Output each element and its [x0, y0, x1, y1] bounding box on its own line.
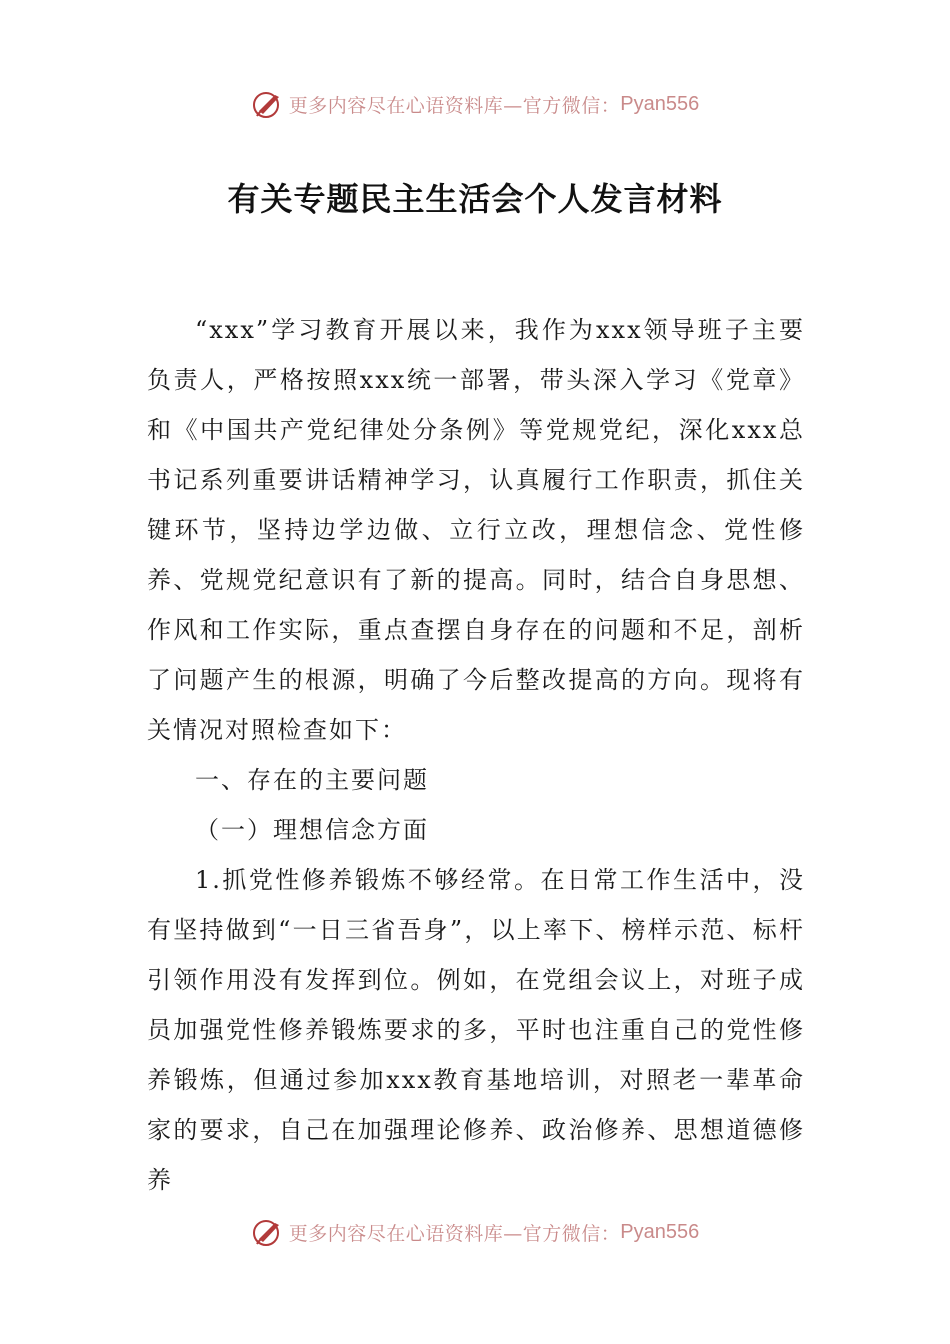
document-title: 有关专题民主生活会个人发言材料	[227, 180, 723, 218]
watermark-header	[0, 84, 950, 124]
heading-subsection-1: （一）理想信念方面	[195, 816, 429, 844]
pen-logo-icon	[251, 1215, 285, 1249]
watermark-text: 更多内容尽在心语资料库—官方微信：	[288, 1222, 621, 1245]
paragraph-item-1: 1.抓党性修养锻炼不够经常。在日常工作生活中，没有坚持做到“一日三省吾身”，以上率下、榜样示范、标杆引领作用没有发挥到位。例如，在党组会议上，对班子成员加强党性修养锻炼要求的多，平时也注重自己的党性修养锻炼，但通过参加xxx教育基地培训，对照老一辈革命家的要求，自己在加强理论修养、政治修养、思想道德修养	[147, 866, 805, 1194]
watermark-wechat-id: Pyan556	[620, 92, 700, 115]
paragraph-intro: “xxx”学习教育开展以来，我作为xxx领导班子主要负责人，严格按照xxx统一部署，带头深入学习《党章》和《中国共产党纪律处分条例》等党规党纪，深化xxx总书记系列重要讲话精神学习，认真履行工作职责，抓住关键环节，坚持边学边做、立行立改，理想信念、党性修养、党规党纪意识有了新的提高。同时，结合自身思想、作风和工作实际，重点查摆自身存在的问题和不足，剖析了问题产生的根源，明确了今后整改提高的方向。现将有关情况对照检查如下：	[147, 316, 805, 744]
document-body	[147, 305, 805, 1205]
watermark-text: 更多内容尽在心语资料库—官方微信：	[288, 94, 621, 117]
pen-logo-icon	[251, 87, 285, 121]
heading-section-1: 一、存在的主要问题	[195, 766, 429, 794]
watermark-wechat-id: Pyan556	[620, 1220, 700, 1243]
watermark-footer	[0, 1212, 950, 1252]
